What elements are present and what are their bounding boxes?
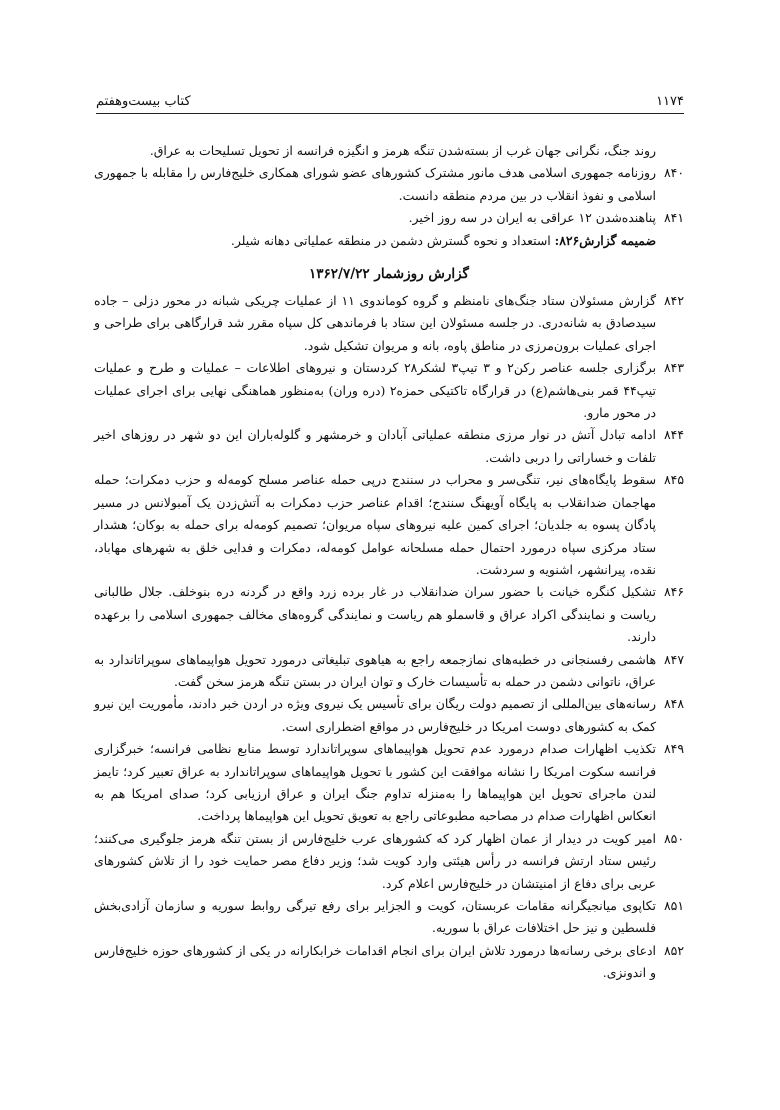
item-text: برگزاری جلسه عناصر رکن۲ و ۳ تیپ۳ لشکر۲۸ کردستان و نیروهای اطلاعات – عملیات و طرح و عملیات تیپ۴۴ قمر بنی‌هاشم(ع) در قرارگاه تاکتیکی حمزه۲ (دره وران) به‌منظور هماهنگی نهایی برای اجرای عملیات در محور مارو.	[94, 360, 657, 421]
item-text: تکذیب اظهارات صدام درمورد عدم تحویل هواپیماهای سوپراتاندارد توسط منابع نظامی فرانسه؛ خبرگزاری فرانسه سکوت امریکا را نشانه موافقت این کشور با تحویل هواپیماهای سوپراتاندارد به عراق تعبیر کرد؛ تایمز لندن ماجرای تحویل این هواپیماها را به‌منزله تداوم جنگ ایران و عراق ارزیابی کرد؛ صدای امریکا هم به انعکاس اظهارات صدام در مصاحبه مطبوعاتی راجع به تعویق تحویل این هواپیماها پرداخت.	[94, 741, 656, 824]
item-text: سقوط پایگاه‌های نیر، تنگی‌سر و محراب در سنندج درپی حمله عناصر مسلح کومه‌له و حزب دمکرات؛ حمله مهاجمان ضدانقلاب به پایگاه آویهنگ سنندج؛ اقدام عناصر حزب دمکرات به آتش‌زدن یک آمبولانس در مسیر پادگان پسوه به جلدیان؛ اجرای کمین علیه نیروهای سپاه مریوان؛ تصمیم کومه‌له برای حمله به بوکان؛ هشدار ستاد مرکزی سپاه درمورد احتمال حمله مسلحانه عوامل کومه‌له، دمکرات و فدایی خلق به شهرهای مهاباد، نقده، پیرانشهر، اشنویه و سردشت.	[94, 472, 656, 577]
item-text: پناهنده‌شدن ۱۲ عراقی به ایران در سه روز اخیر.	[408, 210, 656, 226]
list-item	[94, 469, 684, 581]
list-item	[94, 162, 684, 207]
list-item	[94, 207, 684, 229]
item-number: ۸۴۷	[664, 651, 684, 667]
list-item	[94, 895, 684, 940]
item-text: روزنامه جمهوری اسلامی هدف مانور مشترک کشورهای عضو شورای همکاری خلیج‌فارس را مقابله با جمهوری اسلامی و نفوذ انقلاب در بین مردم منطقه دانست.	[94, 165, 656, 203]
list-item	[94, 738, 684, 828]
list-item	[94, 581, 684, 648]
list-item	[94, 828, 684, 895]
list-item	[94, 290, 684, 357]
annex-label: ضمیمه گزارش۸۲۶:	[554, 232, 656, 248]
item-number: ۸۴۱	[664, 210, 684, 226]
list-item	[94, 357, 684, 424]
item-number: ۸۵۱	[664, 898, 684, 913]
list-item	[94, 940, 684, 985]
item-text: امیر کویت در دیدار از عمان اظهار کرد که کشورهای عرب خلیج‌فارس از بستن تنگه هرمز جلوگیری می‌کنند؛ رئیس ستاد ارتش فرانسه در رأس هیئتی وارد کویت شد؛ وزیر دفاع مصر حمایت خود را از تلاش کشورهای عربی برای دفاع از امنیتشان در خلیج‌فارس اعلام کرد.	[94, 830, 656, 891]
item-text: ادعای برخی رسانه‌ها درمورد تلاش ایران برای انجام اقدامات خرابکارانه در یکی از کشورهای حوزه خلیج‌فارس و اندونزی.	[94, 942, 656, 981]
item-number: ۸۴۰	[664, 165, 684, 181]
item-number: ۸۴۹	[664, 741, 684, 757]
item-number: ۸۴۴	[664, 427, 684, 443]
item-number: ۸۵۲	[664, 942, 684, 958]
item-text: تشکیل کنگره خیانت با حضور سران ضدانقلاب در غار برده زرد واقع در گردنه دره بنوخلف. جلال طالبانی ریاست و نمایندگی اکراد عراق و قاسملو هم ریاست و نمایندگی گروه‌های مخالف جمهوری اسلامی را برعهده دارند.	[94, 584, 656, 645]
item-text: رسانه‌های بین‌المللی از تصمیم دولت ریگان برای تأسیس یک نیروی ویژه در اردن خبر دادند، مأموریت این نیرو کمک به کشورهای دوست امریکا در خلیج‌فارس در مواقع اضطراری است.	[94, 696, 656, 734]
annex-line	[94, 230, 684, 252]
intro-line: روند جنگ، نگرانی جهان غرب از بسته‌شدن تنگه هرمز و انگیزه فرانسه از تحویل تسلیحات به عراق.	[149, 143, 656, 158]
item-text: تکاپوی میانجیگرانه مقامات عربستان، کویت و الجزایر برای رفع تیرگی روابط سوریه و سازمان آزادی‌بخش فلسطین و نیز حل اختلافات عراق با سوریه.	[94, 898, 656, 936]
item-number: ۸۴۸	[664, 696, 684, 712]
item-text: هاشمی رفسنجانی در خطبه‌های نمازجمعه راجع به هیاهوی تبلیغاتی درمورد تحویل هواپیماهای سوپراتاندارد به عراق، ناتوانی دشمن در حمله به تأسیسات خارک و توان ایران در بستن تنگه هرمز سخن گفت.	[94, 651, 656, 689]
item-text: ادامه تبادل آتش در نوار مرزی منطقه عملیاتی آبادان و خرمشهر و گلوله‌باران این دو شهر در روزهای اخیر تلفات و خساراتی را دربی داشت.	[94, 427, 656, 465]
page-body	[94, 140, 684, 985]
item-number: ۸۵۰	[664, 830, 684, 846]
list-item	[94, 693, 684, 738]
book-title: کتاب بیست‌وهفتم	[96, 94, 191, 109]
item-number: ۸۴۵	[664, 472, 684, 488]
item-text: گزارش مسئولان ستاد جنگ‌های نامنظم و گروه کوماندوی ۱۱ از عملیات چریکی شبانه در محور دزلی – جاده سیدصادق به شانه‌دری. در جلسه مسئولان این ستاد با فرماندهی کل سپاه مقرر شد قرارگاهی برای طراحی و اجرای عملیات برون‌مرزی در مناطق پاوه، بانه و مریوان تشکیل شود.	[94, 293, 656, 353]
date-heading: گزارش روزشمار ۱۳۶۲/۷/۲۲	[309, 266, 469, 283]
running-header	[96, 88, 684, 114]
list-item	[94, 424, 684, 469]
list-item	[94, 649, 684, 694]
item-number: ۸۴۳	[664, 360, 684, 376]
annex-text: استعداد و نحوه گسترش دشمن در منطقه عملیاتی دهانه شیلر.	[230, 232, 551, 248]
page-number: ۱۱۷۴	[656, 94, 684, 109]
item-number: ۸۴۲	[664, 293, 684, 309]
item-number: ۸۴۶	[664, 584, 684, 600]
